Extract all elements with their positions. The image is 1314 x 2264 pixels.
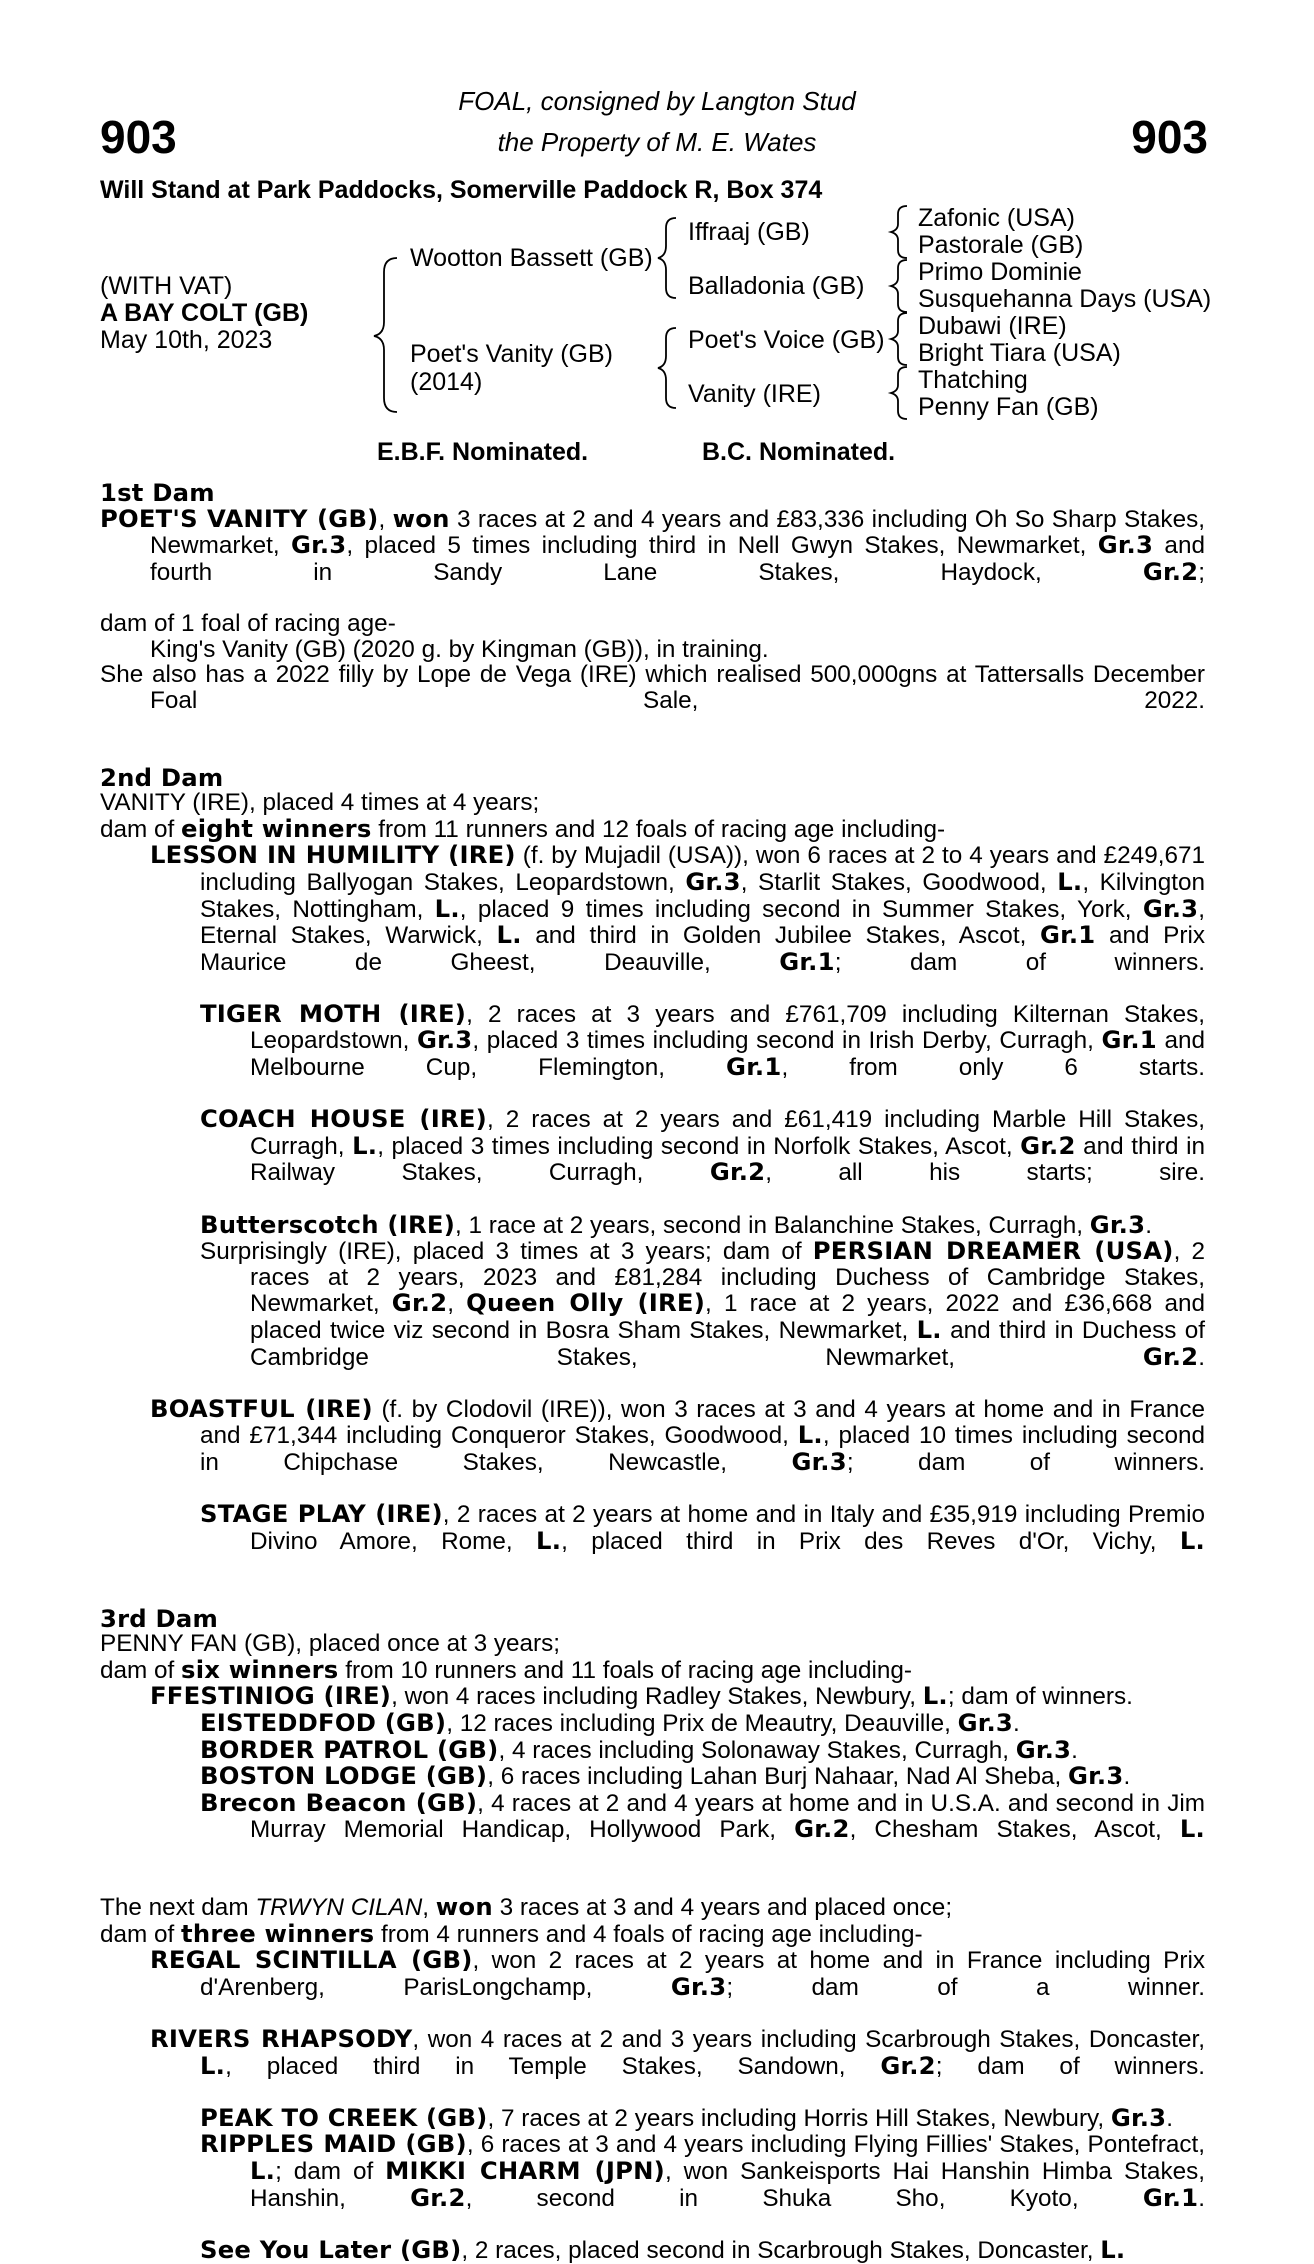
ancestor-2: Pastorale (GB) <box>918 231 1084 259</box>
ancestor-6: Bright Tiara (USA) <box>918 339 1121 367</box>
lot-number-right: 903 <box>1131 111 1208 163</box>
bc-nomination: B.C. Nominated. <box>702 438 896 466</box>
ancestor-5: Dubawi (IRE) <box>918 312 1067 340</box>
third-dam-heading: 3rd Dam <box>100 1603 219 1633</box>
foaling-date: May 10th, 2023 <box>100 326 273 354</box>
dam-year: (2014) <box>410 368 483 396</box>
catalogue-body <box>100 480 1205 2263</box>
second-dam-produce: dam of eight winners from 11 runners and 12 foals of racing age including- <box>100 813 946 843</box>
next-dam-line: The next dam TRWYN CILAN, won 3 races at 3 and 4 years and placed once; <box>100 1892 953 1922</box>
ancestor-1: Zafonic (USA) <box>918 204 1075 232</box>
regal-scintilla: REGAL SCINTILLA (GB), won 2 races at 2 years at home and in France including Prix d'Arenberg, ParisLongchamp, Gr.3; dam of a winner. <box>150 1945 1205 2001</box>
second-dam-heading: 2nd Dam <box>100 762 224 792</box>
pedigree-braces <box>0 0 1314 440</box>
ancestor-3: Primo Dominie <box>918 258 1082 286</box>
ancestor-4: Susquehanna Days (USA) <box>918 285 1212 313</box>
dam-name: Poet's Vanity (GB) <box>410 340 613 368</box>
border-patrol: BORDER PATROL (GB), 4 races including Solonaway Stakes, Curragh, Gr.3. <box>200 1734 1078 1764</box>
third-dam-line: PENNY FAN (GB), placed once at 3 years; <box>100 1630 561 1658</box>
first-dam-produce: dam of 1 foal of racing age- <box>100 609 396 637</box>
ancestor-8: Penny Fan (GB) <box>918 393 1099 421</box>
won-label: won <box>392 503 450 533</box>
lesson-in-humility: LESSON IN HUMILITY (IRE) (f. by Mujadil (USA)), won 6 races at 2 to 4 years and £249,671 including Ballyogan Stakes, Leopardstown, Gr.3, Starlit Stakes, Goodwood, L., Kilvington Stakes, Nottingham, L., placed 9 times including second in Summer Stakes, York, Gr.3, Eternal Stakes, Warwick, L. and third in Golden Jubilee Stakes, Ascot, Gr.1 and Prix Maurice de Gheest, Deauville, Gr.1; dam of winners. <box>150 840 1206 976</box>
rivers-rhapsody: RIVERS RHAPSODY, won 4 races at 2 and 3 years including Scarbrough Stakes, Doncaster, L., placed third in Temple Stakes, Sandown, Gr.2; dam of winners. <box>150 2024 1205 2080</box>
horse-name: A BAY COLT (GB) <box>100 299 309 327</box>
sire-sire: Iffraaj (GB) <box>688 218 810 246</box>
filly-note: She also has a 2022 filly by Lope de Vega (IRE) which realised 500,000gns at Tattersalls December Foal Sale, 2022. <box>100 661 1205 714</box>
next-dam-produce: dam of three winners from 4 runners and 4 foals of racing age including- <box>100 1918 923 1948</box>
coach-house: COACH HOUSE (IRE), 2 races at 2 years and £61,419 including Marble Hill Stakes, Curragh, L., placed 3 times including second in Norfolk Stakes, Ascot, Gr.2 and third in Railway Stakes, Curragh, Gr.2, all his starts; sire. <box>200 1104 1206 1187</box>
kings-vanity: King's Vanity (GB) (2020 g. by Kingman (GB)), in training. <box>150 635 769 663</box>
boastful: BOASTFUL (IRE) (f. by Clodovil (IRE)), won 3 races at 3 and 4 years at home and in France and £71,344 including Conqueror Stakes, Goodwood, L., placed 10 times including second in Chipchase Stakes, Newcastle, Gr.3; dam of winners. <box>150 1393 1205 1476</box>
second-dam-line: VANITY (IRE), placed 4 times at 4 years; <box>100 789 540 817</box>
dam-sire: Poet's Voice (GB) <box>688 326 885 354</box>
third-dam-produce: dam of six winners from 10 runners and 11 foals of racing age including- <box>100 1654 913 1684</box>
brecon-beacon: Brecon Beacon (GB), 4 races at 2 and 4 years at home and in U.S.A. and second in Jim Murray Memorial Handicap, Hollywood Park, Gr.2, Chesham Stakes, Ascot, L. <box>200 1787 1205 1844</box>
peak-to-creek: PEAK TO CREEK (GB), 7 races at 2 years including Horris Hill Stakes, Newbury, Gr.3. <box>200 2102 1174 2132</box>
ripples-maid: RIPPLES MAID (GB), 6 races at 3 and 4 years including Flying Fillies' Stakes, Pontefract, L.; dam of MIKKI CHARM (JPN), won Sankeisports Hai Hanshin Himba Stakes, Hanshin, Gr.2, second in Shuka Sho, Kyoto, Gr.1. <box>200 2129 1206 2212</box>
lot-number-left: 903 <box>100 111 177 163</box>
ancestor-7: Thatching <box>918 366 1028 394</box>
sire-name: Wootton Bassett (GB) <box>410 244 653 272</box>
consignment-line-2: the Property of M. E. Wates <box>497 127 817 157</box>
butterscotch: Butterscotch (IRE), 1 race at 2 years, second in Balanchine Stakes, Curragh, Gr.3. <box>200 1209 1152 1239</box>
vat-note: (WITH VAT) <box>100 272 233 300</box>
see-you-later: See You Later (GB), 2 races, placed second in Scarbrough Stakes, Doncaster, L. <box>200 2234 1126 2264</box>
surprisingly: Surprisingly (IRE), placed 3 times at 3 years; dam of PERSIAN DREAMER (USA), 2 races at 2 years, 2023 and £81,284 including Duchess of Cambridge Stakes, Newmarket, Gr.2, Queen Olly (IRE), 1 race at 2 years, 2022 and £36,668 and placed twice viz second in Bosra Sham Stakes, Newmarket, L. and third in Duchess of Cambridge Stakes, Newmarket, Gr.2. <box>200 1236 1206 1371</box>
boston-lodge: BOSTON LODGE (GB), 6 races including Lahan Burj Nahaar, Nad Al Sheba, Gr.3. <box>200 1761 1131 1791</box>
dam-dam: Vanity (IRE) <box>688 380 821 408</box>
stage-play: STAGE PLAY (IRE), 2 races at 2 years at home and in Italy and £35,919 including Premio Divino Amore, Rome, L., placed third in Prix des Reves d'Or, Vichy, L. <box>200 1499 1205 1555</box>
consignment-line-1: FOAL, consigned by Langton Stud <box>458 86 856 116</box>
first-dam-heading: 1st Dam <box>100 478 215 507</box>
ffestiniog: FFESTINIOG (IRE), won 4 races including Radley Stakes, Newbury, L.; dam of winners. <box>150 1681 1133 1711</box>
tiger-moth: TIGER MOTH (IRE), 2 races at 3 years and £761,709 including Kilternan Stakes, Leopardstown, Gr.3, placed 3 times including second in Irish Derby, Curragh, Gr.1 and Melbourne Cup, Flemington, Gr.1, from only 6 starts. <box>200 998 1205 1082</box>
ebf-nomination: E.B.F. Nominated. <box>377 438 589 466</box>
sire-dam: Balladonia (GB) <box>688 272 865 300</box>
first-dam-name: POET'S VANITY (GB) <box>100 503 379 533</box>
stand-location: Will Stand at Park Paddocks, Somerville Paddock R, Box 374 <box>100 176 823 204</box>
eisteddfod: EISTEDDFOD (GB), 12 races including Prix de Meautry, Deauville, Gr.3. <box>200 1707 1020 1737</box>
first-dam-record: POET'S VANITY (GB), won 3 races at 2 and 4 years and £83,336 including Oh So Sharp Stakes, Newmarket, Gr.3, placed 5 times including third in Nell Gwyn Stakes, Newmarket, Gr.3 and fourth in Sandy Lane Stakes, Haydock, Gr.2; <box>100 503 1205 586</box>
